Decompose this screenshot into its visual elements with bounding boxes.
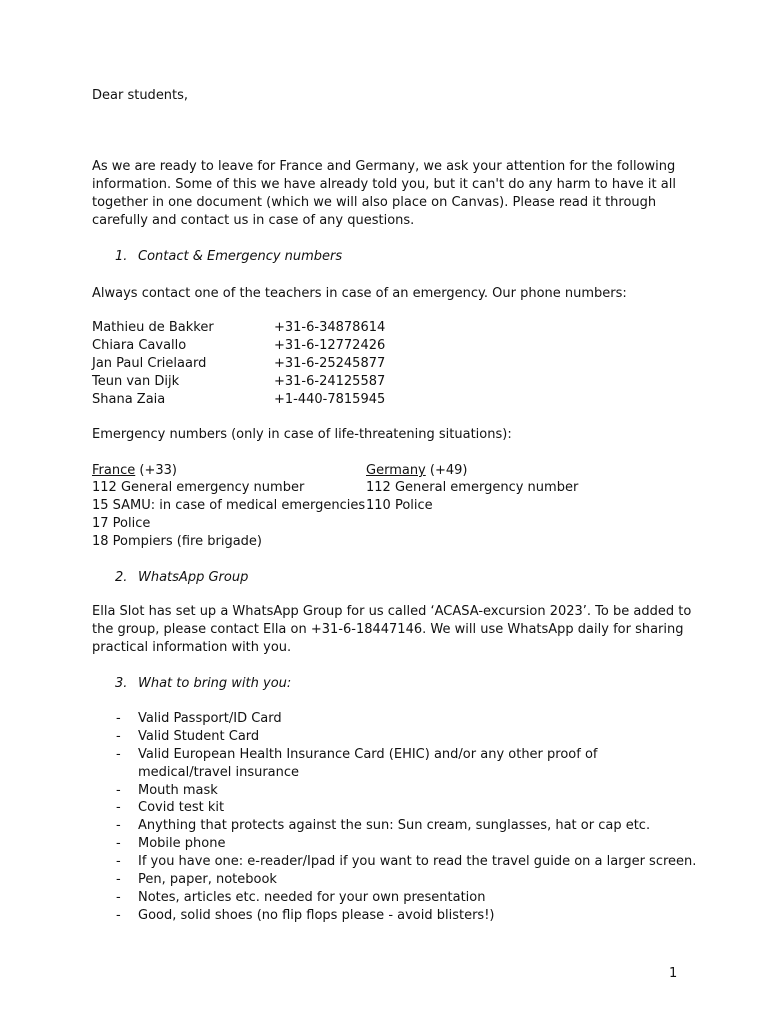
bullet-dash: -	[116, 872, 121, 887]
teacher-phone: +31-6-25245877	[274, 356, 386, 371]
bullet-dash: -	[116, 818, 121, 833]
bullet-dash: -	[116, 711, 121, 726]
germany-code: (+49)	[425, 463, 468, 478]
germany-number: 112 General emergency number	[366, 480, 579, 495]
intro-line: together in one document (which we will also place on Canvas). Please read it through	[92, 195, 657, 210]
bullet-dash: -	[116, 747, 121, 762]
teacher-phone: +31-6-12772426	[274, 338, 386, 353]
section-title: What to bring with you:	[138, 676, 292, 691]
list-item: Mouth mask	[138, 783, 218, 798]
list-item: Anything that protects against the sun: Sun cream, sunglasses, hat or cap etc.	[138, 818, 651, 833]
whatsapp-line: practical information with you.	[92, 640, 292, 655]
teacher-name: Shana Zaia	[92, 392, 166, 407]
list-item: Notes, articles etc. needed for your own presentation	[138, 890, 486, 905]
teacher-name: Teun van Dijk	[92, 374, 180, 389]
france-number: 17 Police	[92, 516, 151, 531]
list-item: If you have one: e-reader/Ipad if you want to read the travel guide on a larger screen.	[138, 854, 697, 869]
teacher-phone: +31-6-24125587	[274, 374, 386, 389]
whatsapp-line: Ella Slot has set up a WhatsApp Group for us called ‘ACASA-excursion 2023’. To be added to	[92, 604, 692, 619]
teacher-phone: +31-6-34878614	[274, 320, 386, 335]
list-item: Mobile phone	[138, 836, 226, 851]
france-number: 18 Pompiers (fire brigade)	[92, 534, 262, 549]
teacher-name: Jan Paul Crielaard	[92, 356, 207, 371]
intro-line: information. Some of this we have already told you, but it can't do any harm to have it all	[92, 177, 676, 192]
section-title: WhatsApp Group	[138, 570, 249, 585]
france-heading	[92, 462, 177, 480]
emergency-lead: Emergency numbers (only in case of life-threatening situations):	[92, 427, 512, 442]
list-item: Pen, paper, notebook	[138, 872, 277, 887]
list-item-continuation: medical/travel insurance	[138, 765, 300, 780]
bullet-dash: -	[116, 854, 121, 869]
intro-line: carefully and contact us in case of any questions.	[92, 213, 415, 228]
section-number: 1.	[115, 249, 128, 264]
germany-country: Germany	[366, 463, 426, 478]
list-item: Valid Student Card	[138, 729, 260, 744]
list-item: Valid Passport/ID Card	[138, 711, 282, 726]
list-item: Good, solid shoes (no flip flops please - avoid blisters!)	[138, 908, 495, 923]
teacher-name: Mathieu de Bakker	[92, 320, 214, 335]
bullet-dash: -	[116, 729, 121, 744]
bullet-dash: -	[116, 800, 121, 815]
france-country: France	[92, 463, 136, 478]
section-title: Contact & Emergency numbers	[138, 249, 343, 264]
contact-lead: Always contact one of the teachers in case of an emergency. Our phone numbers:	[92, 286, 627, 301]
whatsapp-line: the group, please contact Ella on +31-6-18447146. We will use WhatsApp daily for sharing	[92, 622, 684, 637]
teacher-phone: +1-440-7815945	[274, 392, 386, 407]
list-item: Valid European Health Insurance Card (EHIC) and/or any other proof of	[138, 747, 598, 762]
page-number: 1	[669, 966, 678, 981]
bullet-dash: -	[116, 836, 121, 851]
france-number: 15 SAMU: in case of medical emergencies	[92, 498, 366, 513]
greeting: Dear students,	[92, 88, 189, 103]
bullet-dash: -	[116, 783, 121, 798]
germany-heading	[366, 462, 467, 480]
bullet-dash: -	[116, 890, 121, 905]
france-number: 112 General emergency number	[92, 480, 305, 495]
france-code: (+33)	[135, 463, 177, 478]
teacher-name: Chiara Cavallo	[92, 338, 187, 353]
list-item: Covid test kit	[138, 800, 225, 815]
intro-line: As we are ready to leave for France and Germany, we ask your attention for the following	[92, 159, 676, 174]
section-number: 2.	[115, 570, 128, 585]
germany-number: 110 Police	[366, 498, 433, 513]
section-number: 3.	[115, 676, 128, 691]
bullet-dash: -	[116, 908, 121, 923]
